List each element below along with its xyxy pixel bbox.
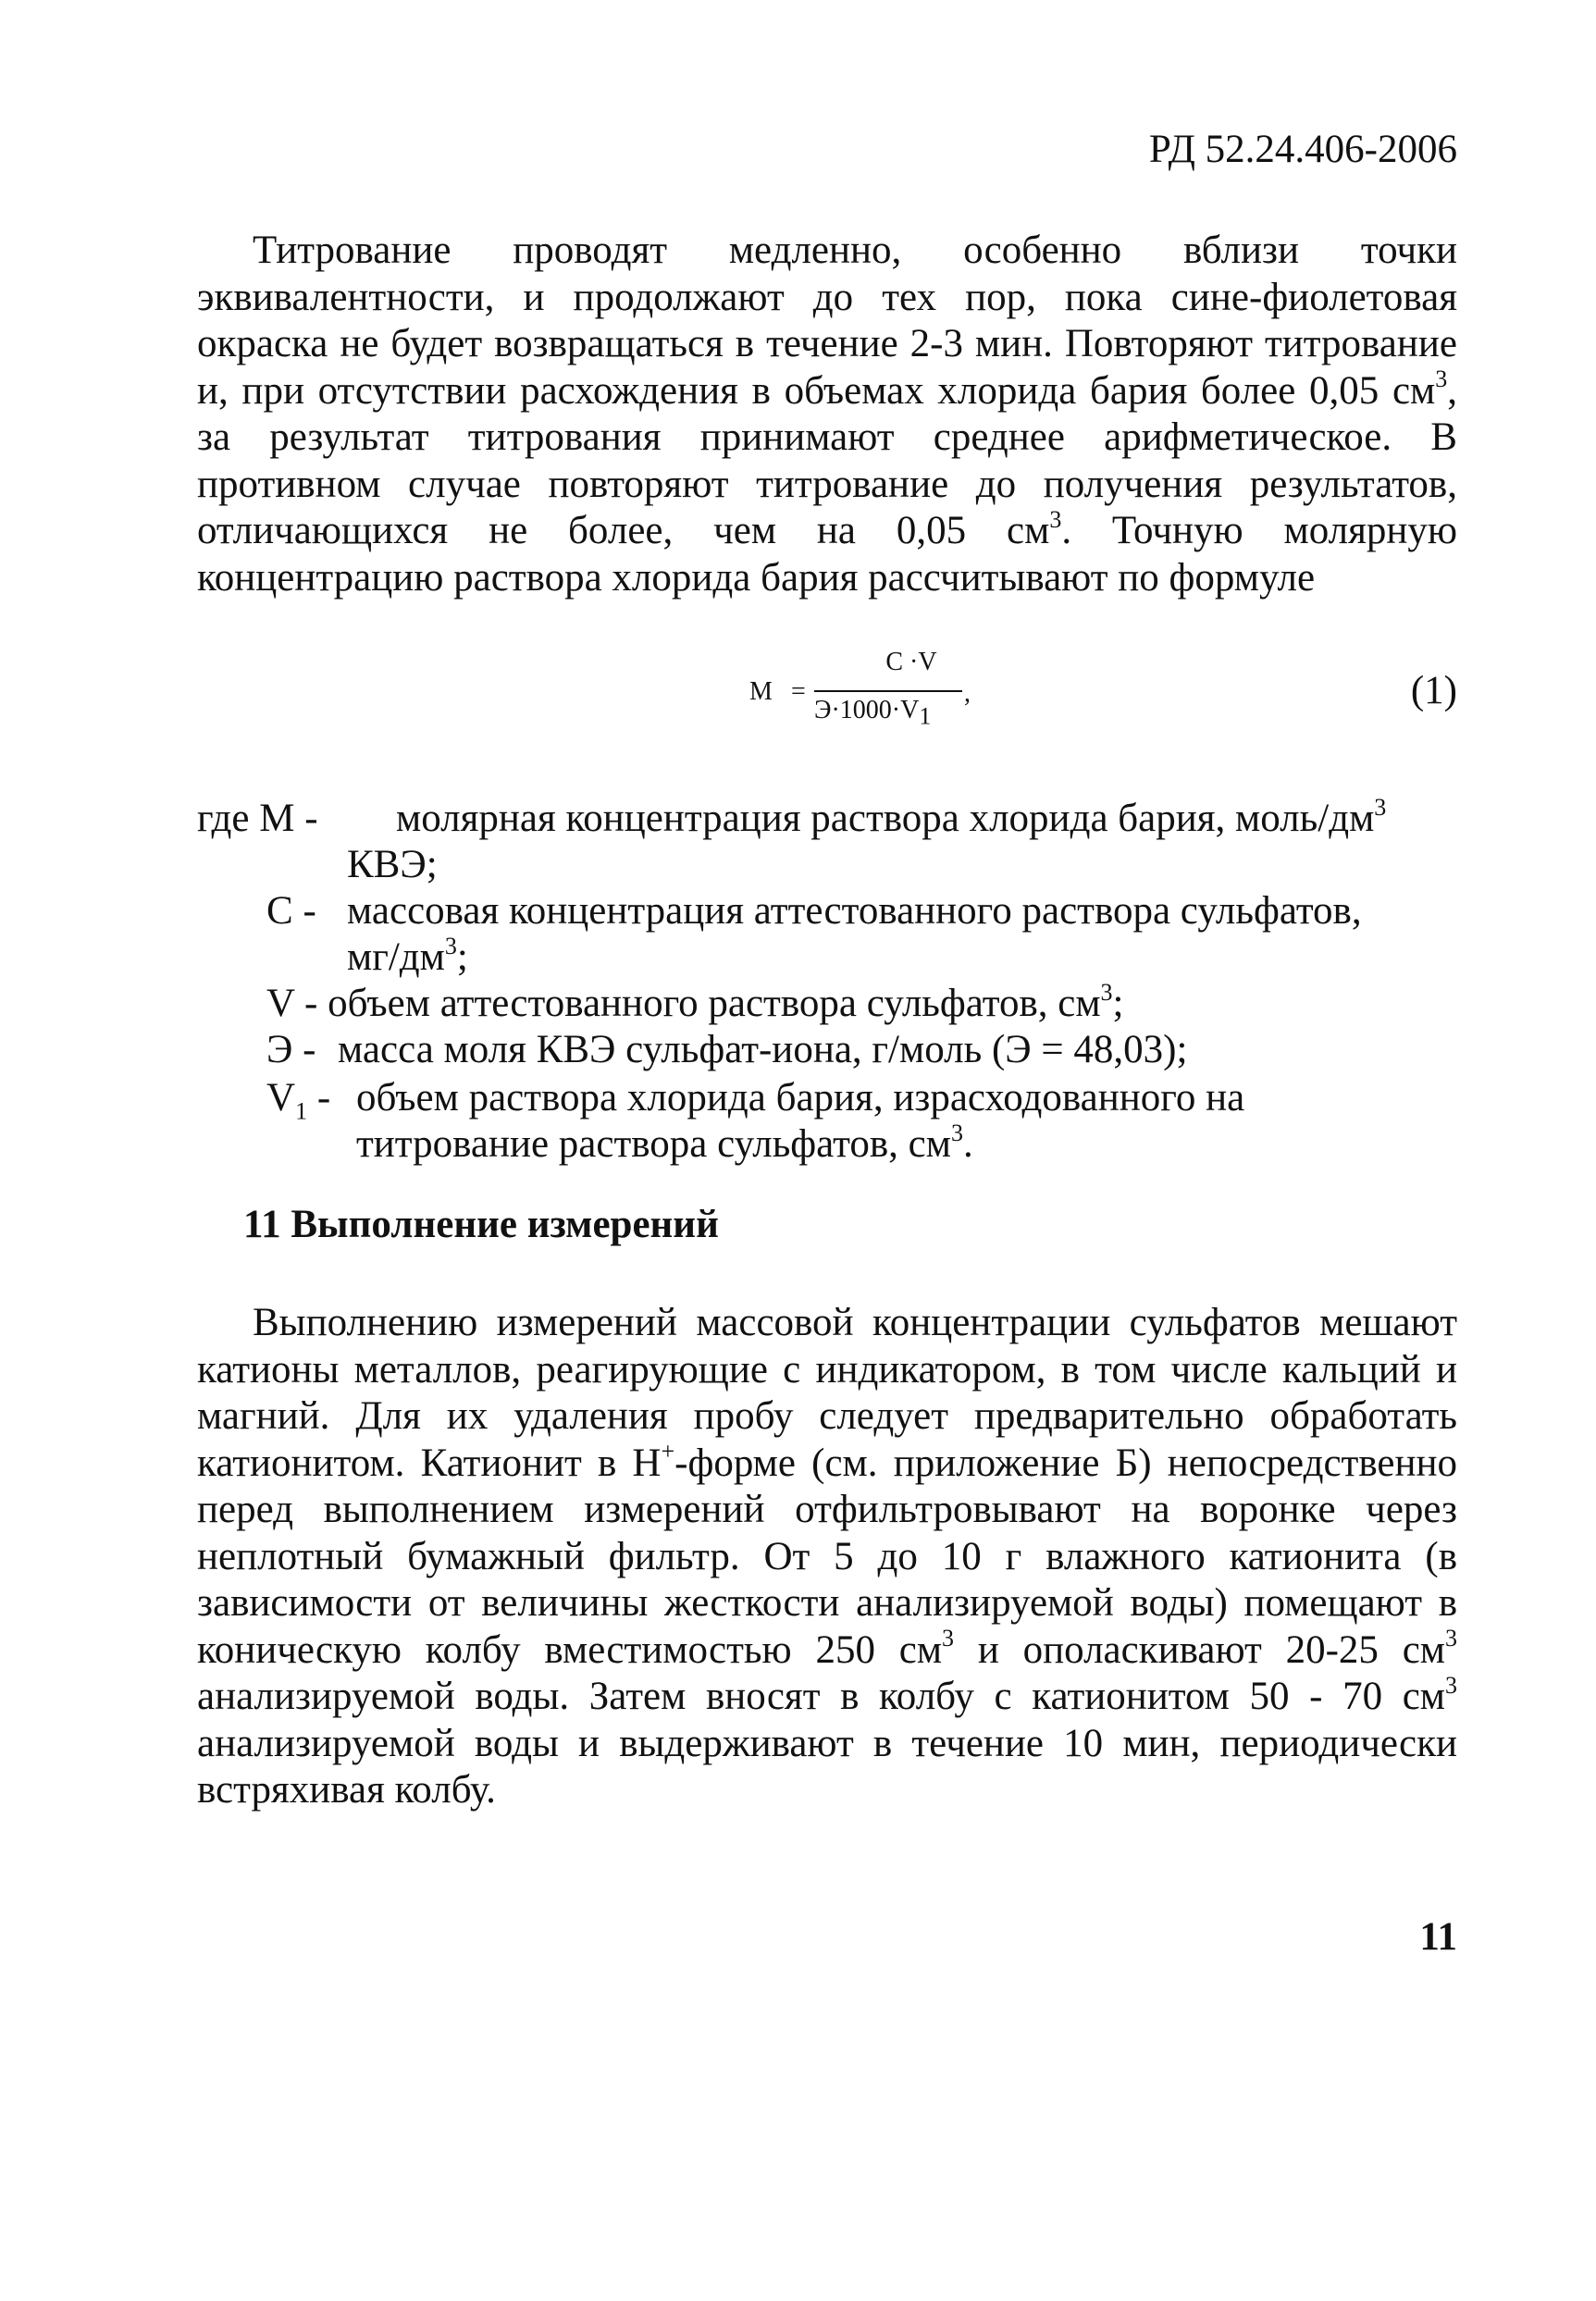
legend-text: объем раствора хлорида бария, израсходованного на	[356, 1076, 1245, 1120]
paragraph-text: и ополаскивают 20-25 см	[954, 1627, 1446, 1672]
paragraph-text: анализируемой воды. Затем вносят в колбу с катионитом 50 - 70 см	[197, 1675, 1445, 1718]
formula-comma: ,	[964, 679, 971, 708]
legend-symbol: Э	[266, 1028, 293, 1071]
legend-symbol: V	[266, 1076, 296, 1120]
legend-text-continued	[356, 1121, 973, 1168]
superscript: 3	[950, 1119, 963, 1146]
formula-lhs: M	[749, 677, 773, 706]
formula-denominator	[814, 696, 932, 730]
superscript: 3	[1445, 1671, 1457, 1699]
legend-text: массовая концентрация аттестованного раствора сульфатов,	[347, 889, 1362, 933]
measurement-paragraph	[197, 1300, 1457, 1814]
legend-symbol: V	[266, 982, 295, 1025]
paragraph-text: Выполнению измерений массовой концентрации сульфатов мешают катионы металлов, реагирующие с индикатором, в том числе кальций и магний. Для их удаления пробу следует предварительно обработать катионитом. Катионит в H	[197, 1301, 1457, 1485]
legend-text: масса моля КВЭ сульфат-иона, г/моль (Э = 48,03);	[338, 1028, 1188, 1071]
formula	[749, 648, 990, 749]
legend-symbol: C	[266, 889, 293, 933]
legend-row-e	[266, 1027, 315, 1073]
legend-text-line: ;	[1112, 982, 1124, 1025]
formula-numerator: C ·V	[885, 648, 937, 676]
superscript: 3	[1435, 365, 1448, 393]
legend-dash: -	[316, 1076, 331, 1120]
legend-dash: -	[303, 1028, 316, 1071]
section-heading: 11 Выполнение измерений	[243, 1203, 719, 1246]
titration-paragraph	[197, 228, 1457, 601]
legend-text	[396, 793, 1387, 842]
legend-text-line: объем аттестованного раствора сульфатов, см	[328, 982, 1101, 1025]
legend-dash: -	[303, 889, 316, 933]
legend-row-m	[197, 796, 318, 842]
legend-text-line: .	[962, 1122, 973, 1166]
legend-text-continued	[347, 934, 468, 981]
legend-text-continued: КВЭ;	[347, 843, 438, 886]
legend-symbol: M	[259, 797, 295, 840]
legend-row-c	[266, 888, 316, 934]
denominator-text: Э·1000·V	[814, 696, 920, 724]
paragraph-text: анализируемой воды и выдерживают в течение 10 мин, периодически встряхивая колбу.	[197, 1721, 1457, 1812]
legend-text-line: ;	[456, 935, 468, 979]
superscript: 3	[444, 932, 457, 959]
paragraph-text: . Точную молярную концентрацию раствора хлорида бария рассчитывают по формуле	[197, 509, 1458, 600]
paragraph-text: -форме (см. приложение Б) непосредственно перед выполнением измерений отфильтровывают на воронке через неплотный бумажный фильтр. От 5 до 10 г влажного катионита (в зависимости от величины жесткости анализируемой воды) помещают в коническую колбу вместимостью 250 см	[197, 1441, 1457, 1672]
superscript: +	[661, 1438, 675, 1466]
document-code: РД 52.24.406-2006	[1148, 128, 1457, 171]
subscript: 1	[295, 1097, 308, 1125]
formula-equals: =	[791, 677, 806, 706]
page-number: 11	[1419, 1915, 1457, 1959]
superscript: 3	[1049, 505, 1062, 533]
legend-row-v	[266, 978, 1124, 1027]
superscript: 3	[1445, 1625, 1458, 1652]
legend-dash: -	[304, 982, 318, 1025]
paragraph-text: Титрование проводят медленно, особенно вблизи точки эквивалентности, и продолжают до тех пор, пока сине-фиолетовая окраска не будет возвращаться в течение 2-3 мин. Повторяют титрование и, при отсутствии расхождения в объемах хлорида бария более 0,05 см	[197, 229, 1457, 413]
legend-text-line: мг/дм	[347, 935, 445, 979]
paragraph-text: , за результат титрования принимают среднее арифметическое. В противном случае повторяют титрование до получения результатов, отличающихся не более, чем на 0,05 см	[197, 368, 1457, 552]
legend-dash: -	[304, 797, 318, 840]
superscript: 3	[1100, 978, 1113, 1006]
fraction-bar	[814, 690, 962, 692]
legend-text-line: молярная концентрация раствора хлорида бария, моль/дм	[396, 797, 1375, 840]
legend-text-line: титрование раствора сульфатов, см	[356, 1122, 951, 1166]
equation-number: (1)	[1410, 669, 1457, 712]
legend-intro: где	[197, 797, 250, 840]
legend-row-v1	[266, 1075, 331, 1125]
subscript: 1	[919, 702, 932, 730]
superscript: 3	[942, 1625, 955, 1652]
superscript: 3	[1374, 793, 1387, 821]
